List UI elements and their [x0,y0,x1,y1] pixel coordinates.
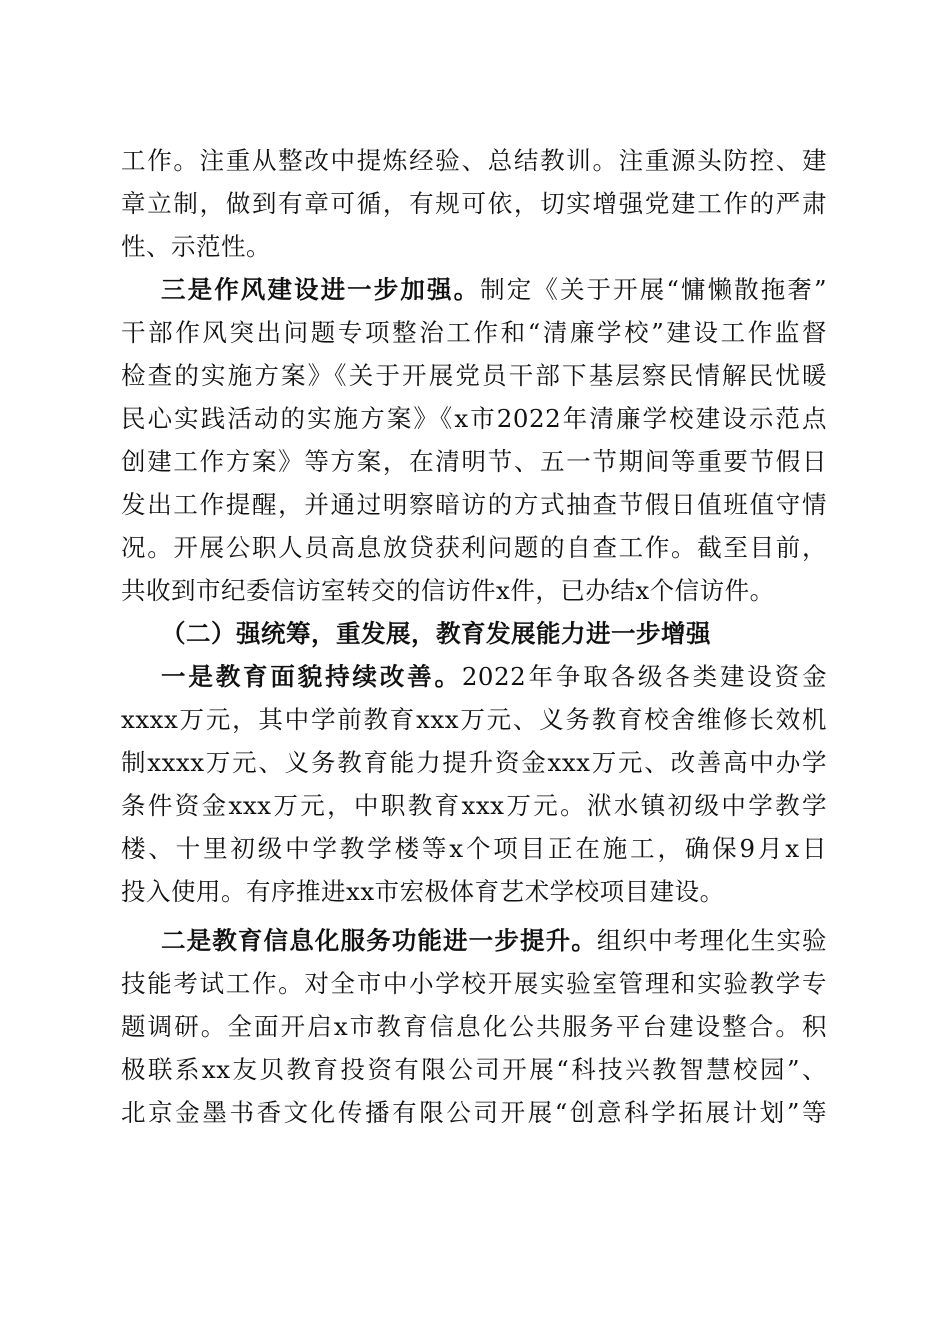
text-line: 发出工作提醒，并通过明察暗访的方式抽查节假日值班值守情 [121,490,827,519]
text-line: 共收到市纪委信访室转交的信访件x件，已办结x个信访件。 [121,576,775,605]
paragraph-lead: 三是作风建设进一步加强。 [161,275,481,304]
text-line: 工作。注重从整改中提炼经验、总结教训。注重源头防控、建 [121,146,827,175]
paragraph-first-line [161,657,827,697]
text-line: 投入使用。有序推进xx市宏极体育艺术学校项目建设。 [121,877,725,906]
section-heading: （二）强统筹，重发展，教育发展能力进一步增强 [161,619,711,648]
text-line: 性、示范性。 [121,232,271,261]
text-line: 技能考试工作。对全市中小学校开展实验室管理和实验教学专 [121,969,827,998]
text-line: 民心实践活动的实施方案》《x市2022年清廉学校建设示范点 [121,404,827,433]
text-span: 组织中考理化生实验 [596,926,828,955]
text-line: xxxx万元，其中学前教育xxx万元、义务教育校舍维修长效机 [121,705,827,734]
text-line: 章立制，做到有章可循，有规可依，切实增强党建工作的严肃 [121,189,827,218]
text-line: 干部作风突出问题专项整治工作和“清廉学校”建设工作监督 [121,318,827,347]
paragraph-first-line [161,921,827,961]
text-line: 极联系xx友贝教育投资有限公司开展“科技兴教智慧校园”、 [121,1055,827,1084]
text-span: 制定《关于开展“慵懒散拖奢” [480,275,827,304]
text-span: 2022年争取各级各类建设资金 [461,662,827,691]
paragraph-first-line [161,270,827,310]
paragraph-lead: 一是教育面貌持续改善。 [161,662,462,691]
text-line: 题调研。全面开启x市教育信息化公共服务平台建设整合。积 [121,1012,827,1041]
text-line: 制xxxx万元、义务教育能力提升资金xxx万元、改善高中办学 [121,748,827,777]
text-line: 条件资金xxx万元，中职教育xxx万元。洑水镇初级中学教学 [121,791,827,820]
text-line: 检查的实施方案》《关于开展党员干部下基层察民情解民忧暖 [121,361,827,390]
text-line: 创建工作方案》等方案，在清明节、五一节期间等重要节假日 [121,447,827,476]
text-line: 楼、十里初级中学教学楼等x个项目正在施工，确保9月x日 [121,834,827,863]
text-line: 北京金墨书香文化传播有限公司开展“创意科学拓展计划”等 [121,1098,827,1127]
paragraph-lead: 二是教育信息化服务功能进一步提升。 [161,926,597,955]
text-line: 况。开展公职人员高息放贷获利问题的自查工作。截至目前， [121,533,827,562]
